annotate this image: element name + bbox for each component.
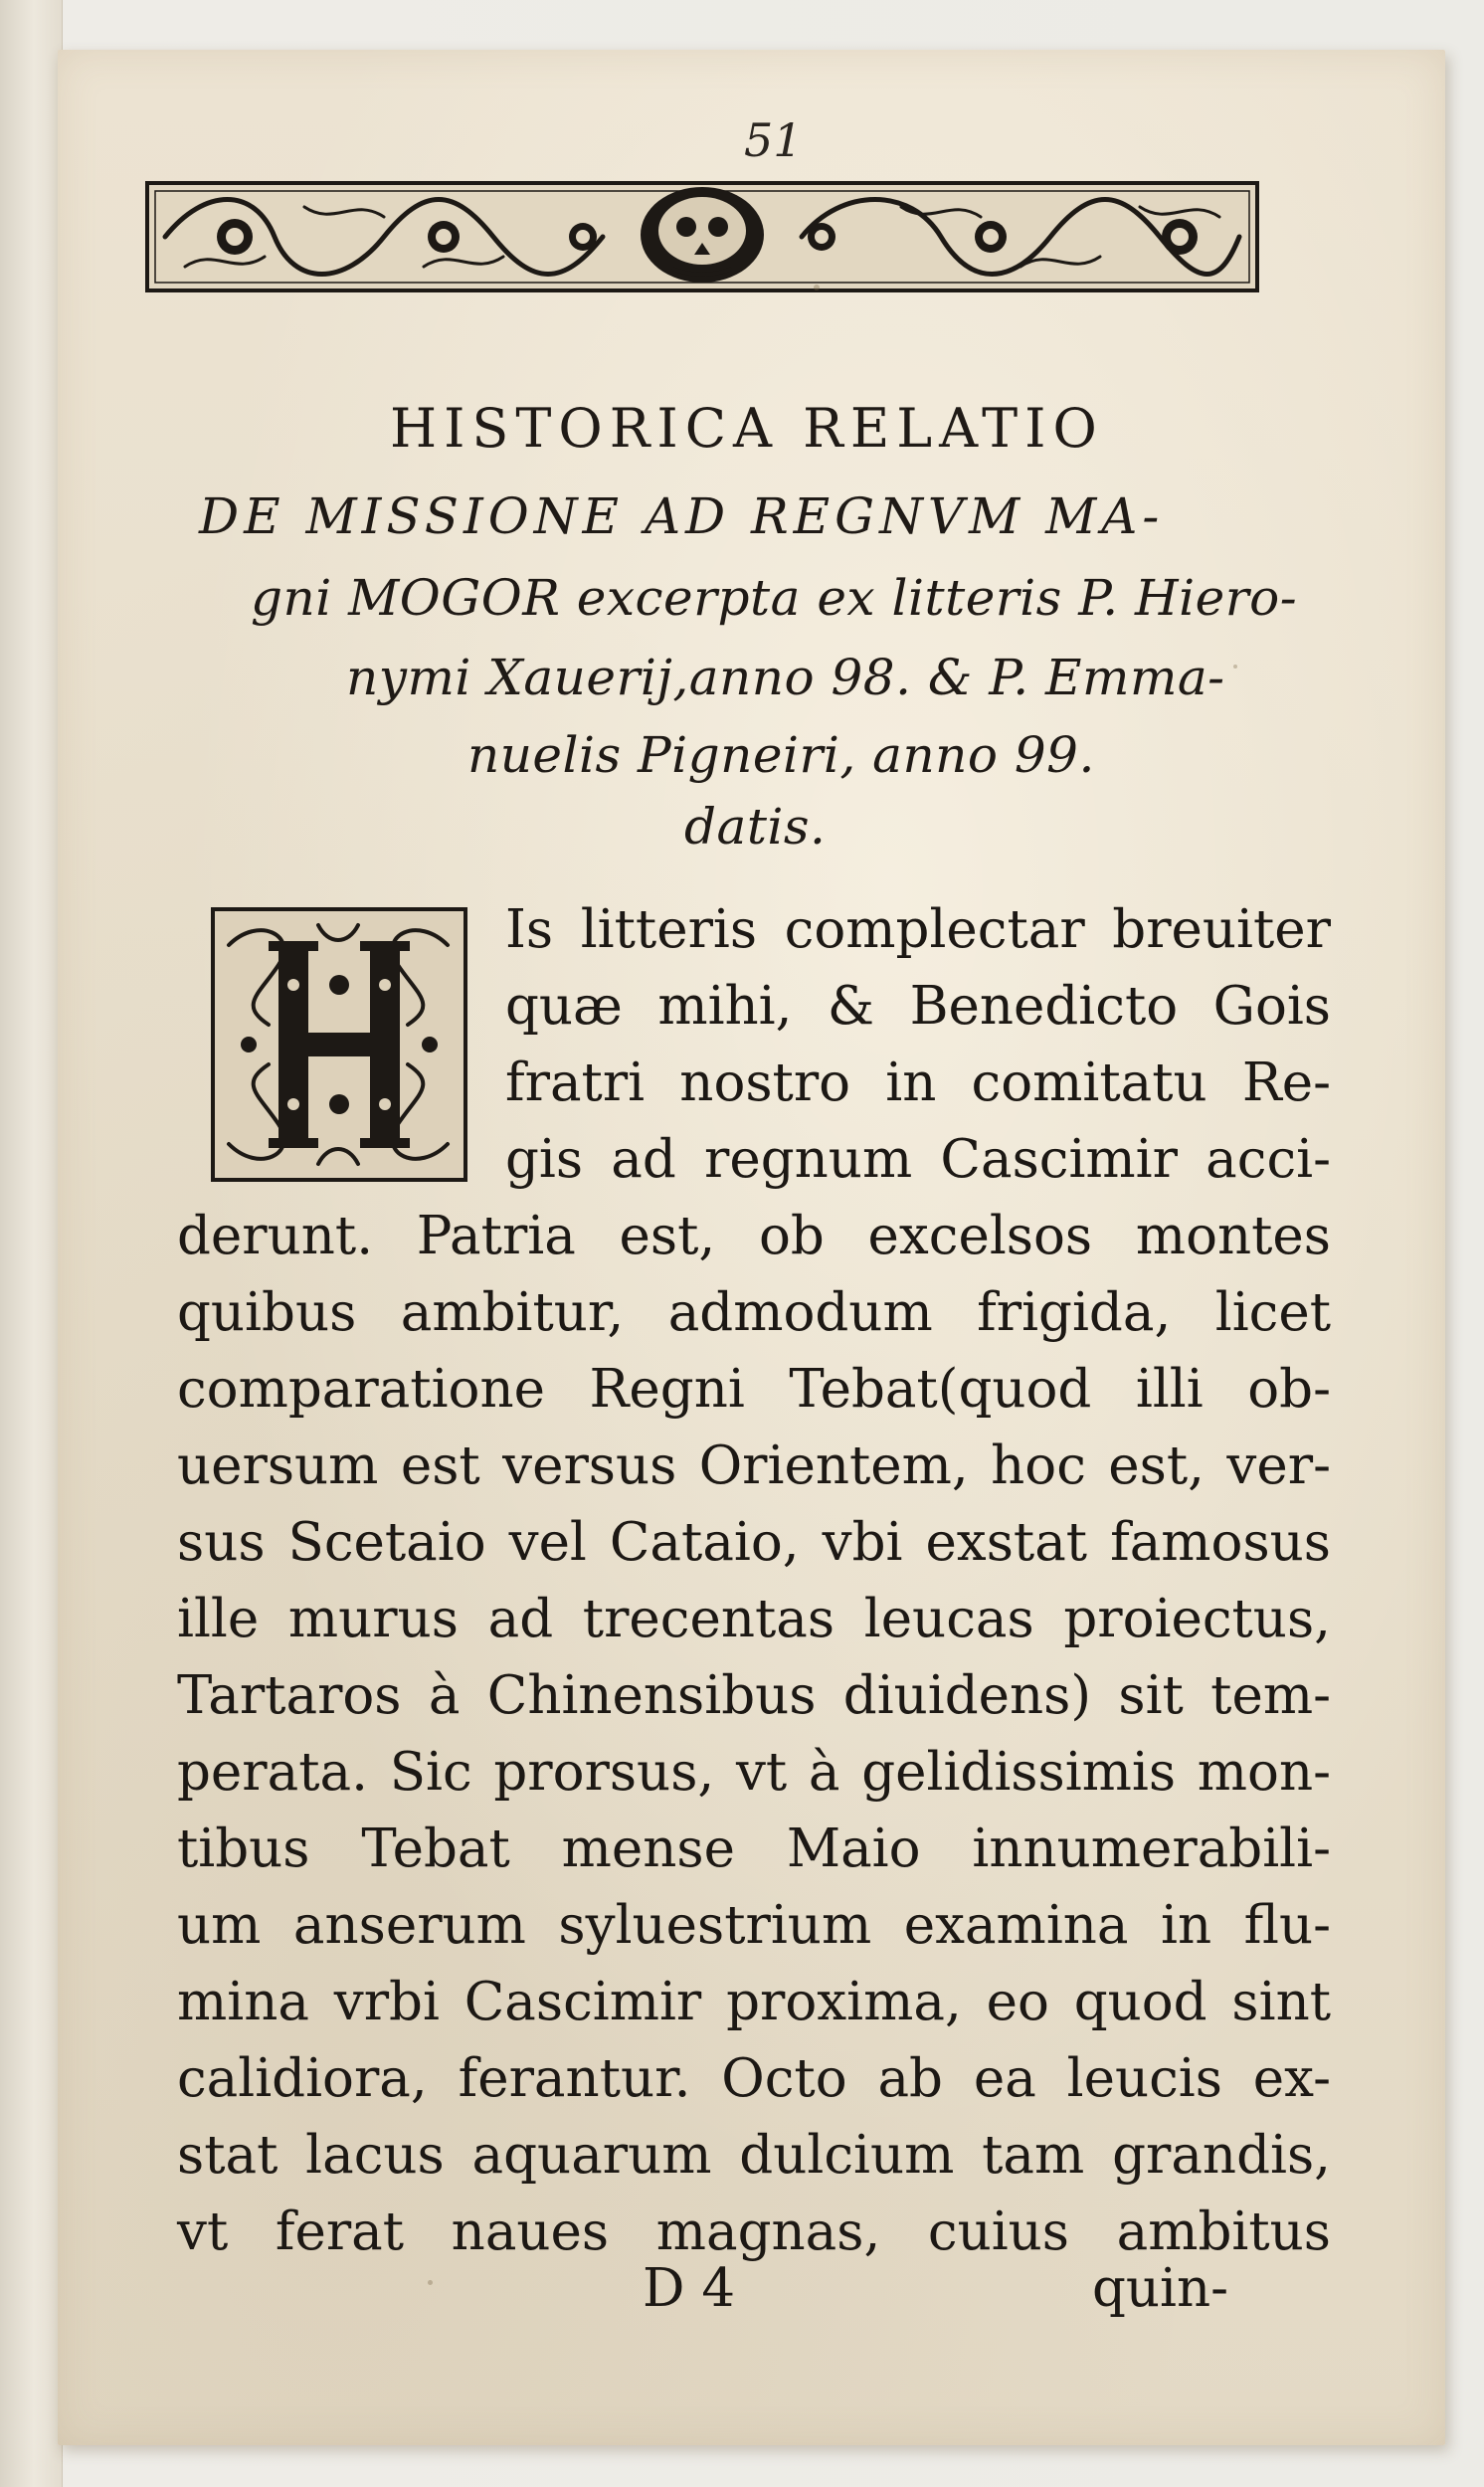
body-line: stat lacus aquarum dulcium tam grandis, <box>177 2125 1331 2186</box>
body-line: derunt. Patria est, ob excelsos montes <box>177 1206 1331 1266</box>
title-heading: HISTORICA RELATIO <box>390 397 1104 460</box>
title-line: datis. <box>684 798 827 856</box>
body-line: gis ad regnum Cascimir acci- <box>505 1129 1331 1190</box>
body-line: mina vrbi Cascimir proxima, eo quod sint <box>177 1972 1331 2032</box>
body-line: ille murus ad trecentas leucas proiectus, <box>177 1589 1331 1649</box>
body-line: um anserum syluestrium examina in flu- <box>177 1895 1331 1956</box>
body-line: Tartaros à Chinensibus diuidens) sit tem- <box>177 1665 1331 1726</box>
page-number: 51 <box>744 113 803 167</box>
book-binding-edge <box>0 0 63 2487</box>
paper-speck <box>1233 665 1237 669</box>
book-page <box>58 50 1445 2445</box>
body-line: quibus ambitur, admodum frigida, licet <box>177 1282 1331 1343</box>
title-line: gni MOGOR excerpta ex litteris P. Hiero- <box>251 569 1298 627</box>
signature-mark: D 4 <box>643 2258 736 2319</box>
body-line: uersum est versus Orientem, hoc est, ver- <box>177 1435 1331 1496</box>
catchword: quin- <box>1092 2258 1229 2319</box>
skull-ornament-icon <box>641 187 764 283</box>
decorated-initial-h-icon <box>209 905 469 1184</box>
body-line: perata. Sic prorsus, vt à gelidissimis mon- <box>177 1742 1331 1803</box>
body-line: fratri nostro in comitatu Re- <box>505 1052 1331 1113</box>
body-line: quæ mihi, & Benedicto Gois <box>505 976 1331 1037</box>
body-line: calidiora, ferantur. Octo ab ea leucis ex- <box>177 2048 1331 2109</box>
body-line: comparatione Regni Tebat(quod illi ob- <box>177 1359 1331 1420</box>
title-line: nymi Xauerij,anno 98. & P. Emma- <box>346 649 1225 706</box>
body-line: Is litteris complectar breuiter <box>505 899 1331 960</box>
body-line: sus Scetaio vel Cataio, vbi exstat famosus <box>177 1512 1331 1573</box>
title-line: DE MISSIONE AD REGNVM MA- <box>199 487 1165 545</box>
body-line: vt ferat naues magnas, cuius ambitus <box>177 2201 1331 2262</box>
ornamental-headpiece <box>145 177 1259 296</box>
body-line: tibus Tebat mense Maio innumerabili- <box>177 1818 1331 1879</box>
title-line: nuelis Pigneiri, anno 99. <box>467 726 1095 784</box>
paper-speck <box>814 285 820 290</box>
paper-speck <box>428 2280 433 2285</box>
